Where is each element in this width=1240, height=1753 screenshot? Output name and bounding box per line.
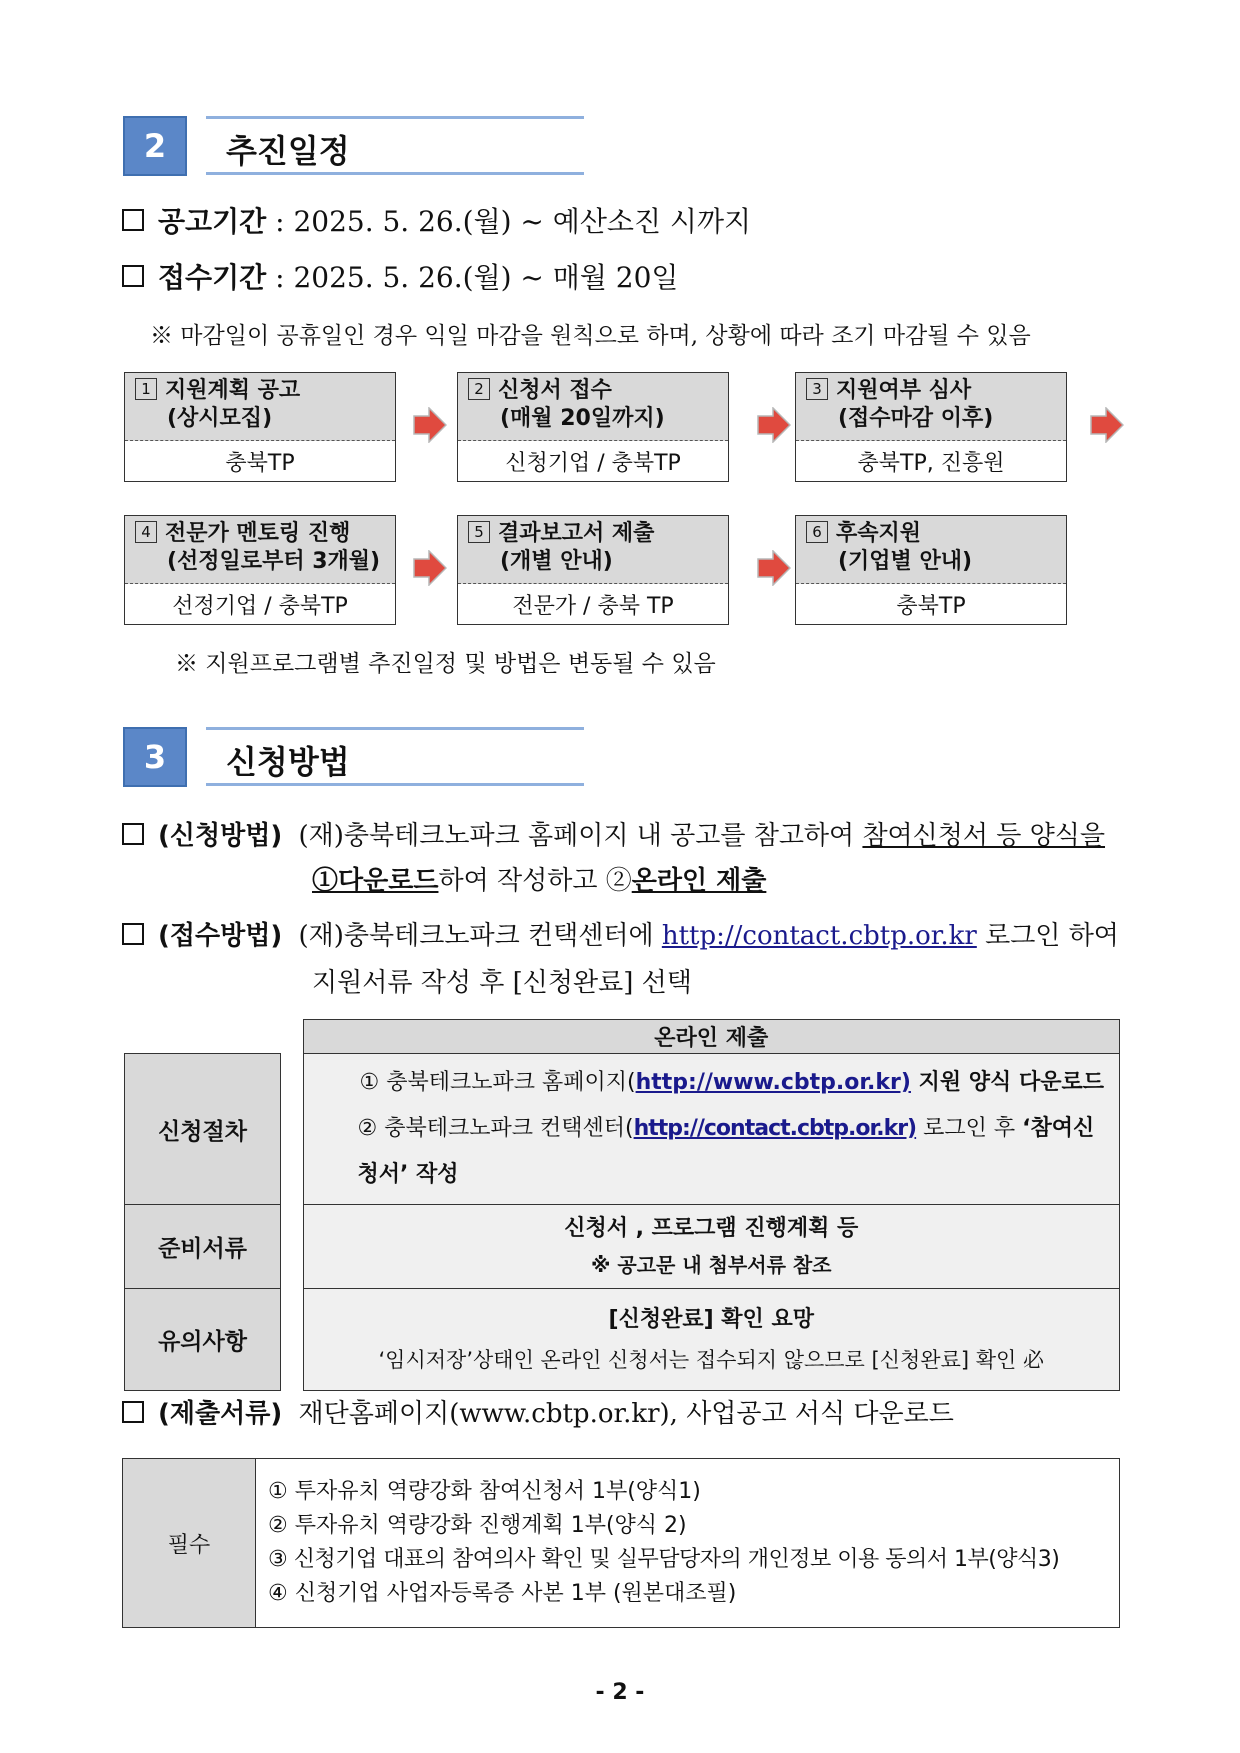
section-divider <box>206 116 584 119</box>
required-docs-table <box>122 1458 1120 1628</box>
docs-label: (제출서류) <box>158 1399 283 1429</box>
apply-text: (재)충북테크노파크 홈페이지 내 공고를 참고하여 <box>298 821 863 851</box>
item-sep: : <box>266 261 294 294</box>
doc-item: ④ 신청기업 사업자등록증 사본 1부 (원본대조필) <box>268 1581 737 1606</box>
schedule-item <box>122 256 678 296</box>
homepage-link[interactable]: http://www.cbtp.or.kr) <box>635 1070 911 1095</box>
schedule-item <box>122 200 751 240</box>
doc-item: ③ 신청기업 대표의 참여의사 확인 및 실무담당자의 개인정보 이용 동의서 1부(양식3) <box>268 1547 1060 1572</box>
step-number: 2 <box>468 378 490 400</box>
step-title: 신청서 접수 <box>498 378 612 403</box>
procedure-cell <box>303 1054 1120 1205</box>
cell-line: 신청서 , 프로그램 진행계획 등 <box>564 1215 859 1241</box>
section-divider <box>206 172 584 175</box>
step-sub: (상시모집) <box>167 406 273 431</box>
step-sub: (기업별 안내) <box>838 549 973 574</box>
step-title: 후속지원 <box>836 521 922 546</box>
process-step <box>795 515 1067 625</box>
section-title: 추진일정 <box>226 132 350 170</box>
notice-cell <box>303 1289 1120 1391</box>
note: ※ 마감일이 공휴일인 경우 익일 마감을 원칙으로 하며, 상황에 따라 조기 마감될 수 있음 <box>150 323 1031 349</box>
step-actor: 전문가 / 충북 TP <box>512 593 674 619</box>
process-step <box>124 515 396 625</box>
category-cell: 필수 <box>123 1459 256 1628</box>
apply-text-underlined: 참여신청서 등 양식을 <box>862 821 1106 851</box>
receive-label: (접수방법) <box>158 921 283 951</box>
receive-text: (재)충북테크노파크 컨택센터에 <box>298 921 662 951</box>
step-title: 전문가 멘토링 진행 <box>165 521 351 546</box>
step-number: 6 <box>806 521 828 543</box>
step-title: 지원여부 심사 <box>836 378 972 403</box>
row-label: 준비서류 <box>125 1205 281 1289</box>
step-actor: 선정기업 / 충북TP <box>172 593 348 619</box>
apply-method-line2 <box>312 860 766 897</box>
process-step <box>124 372 396 482</box>
cell-line: [신청완료] 확인 요망 <box>608 1306 814 1332</box>
cell-line: ※ 공고문 내 첨부서류 참조 <box>591 1252 832 1277</box>
step-sub: (매월 20일까지) <box>500 406 665 431</box>
step-text: ② 충북테크노파크 컨택센터( <box>357 1116 634 1141</box>
doc-item: ② 투자유치 역량강화 진행계획 1부(양식 2) <box>268 1513 687 1538</box>
blank-cell <box>125 1020 281 1054</box>
apply-text: 하여 작성하고 <box>438 866 606 896</box>
item-value: 2025. 5. 26.(월) ~ 예산소진 시까지 <box>293 205 752 238</box>
arrow-right-icon <box>413 550 447 586</box>
apply-label: (신청방법) <box>158 821 283 851</box>
step-text: 로그인 후 <box>916 1116 1023 1141</box>
step-actor: 충북TP <box>225 450 295 476</box>
apply-method <box>122 815 1105 852</box>
blank-cell <box>281 1054 304 1205</box>
page-number: - 2 - <box>595 1680 645 1705</box>
process-step <box>457 372 729 482</box>
procedure-table <box>124 1019 1120 1391</box>
step-title: 지원계획 공고 <box>165 378 301 403</box>
receive-method <box>122 915 1119 952</box>
note: ※ 지원프로그램별 추진일정 및 방법은 변동될 수 있음 <box>175 651 716 677</box>
arrow-right-icon <box>413 407 447 443</box>
process-step <box>457 515 729 625</box>
row-label: 신청절차 <box>125 1054 281 1205</box>
section-divider <box>206 783 584 786</box>
docs-text: 재단홈페이지(www.cbtp.or.kr), 사업공고 서식 다운로드 <box>298 1399 954 1429</box>
step-sub: (접수마감 이후) <box>838 406 994 431</box>
online-submit-text: 온라인 제출 <box>631 866 767 896</box>
step-number: 4 <box>135 521 157 543</box>
step-text: ① 충북테크노파크 홈페이지( <box>359 1070 636 1095</box>
step-actor: 충북TP <box>896 593 966 619</box>
step-number: 5 <box>468 521 490 543</box>
checkbox-bullet-icon <box>122 923 144 945</box>
arrow-right-icon <box>1090 407 1124 443</box>
row-label: 유의사항 <box>125 1289 281 1391</box>
receive-text: 지원서류 작성 후 [신청완료] 선택 <box>312 968 692 998</box>
docs-list-cell <box>256 1459 1120 1628</box>
item-label: 공고기간 <box>158 205 267 238</box>
blank-cell <box>281 1020 304 1054</box>
apply-text: ② <box>605 866 632 896</box>
contact-center-link[interactable]: http://contact.cbtp.or.kr <box>661 921 977 951</box>
section-number-badge: 3 <box>123 727 187 787</box>
cell-line: ‘임시저장’상태인 온라인 신청서는 접수되지 않으므로 [신청완료] 확인 必 <box>378 1347 1044 1372</box>
process-step <box>795 372 1067 482</box>
blank-cell <box>281 1205 304 1289</box>
blank-cell <box>281 1289 304 1391</box>
arrow-right-icon <box>757 550 791 586</box>
step-title: 결과보고서 제출 <box>498 521 655 546</box>
step-actor: 신청기업 / 충북TP <box>505 450 681 476</box>
step-actor: 충북TP, 진흥원 <box>857 450 1005 476</box>
step-number: 3 <box>806 378 828 400</box>
contact-center-link[interactable]: http://contact.cbtp.or.kr) <box>633 1116 917 1141</box>
checkbox-bullet-icon <box>122 823 144 845</box>
checkbox-bullet-icon <box>122 265 144 287</box>
doc-item: ① 투자유치 역량강화 참여신청서 1부(양식1) <box>268 1479 701 1504</box>
step-text-bold: 지원 양식 다운로드 <box>910 1070 1104 1095</box>
step-text-bold: ‘참여신청서’ 작성 <box>357 1116 1095 1187</box>
step-number: 1 <box>135 378 157 400</box>
documents-cell <box>303 1205 1120 1289</box>
item-label: 접수기간 <box>158 261 267 294</box>
checkbox-bullet-icon <box>122 1401 144 1423</box>
download-text: ①다운로드 <box>312 866 439 896</box>
step-sub: (개별 안내) <box>500 549 613 574</box>
receive-text: 로그인 하여 <box>976 921 1119 951</box>
section-number-badge: 2 <box>123 116 187 176</box>
submit-docs <box>122 1393 954 1430</box>
item-sep: : <box>266 205 294 238</box>
arrow-right-icon <box>757 407 791 443</box>
step-sub: (선정일로부터 3개월) <box>167 549 381 574</box>
item-value: 2025. 5. 26.(월) ~ 매월 20일 <box>293 261 679 294</box>
section-title: 신청방법 <box>226 743 350 781</box>
checkbox-bullet-icon <box>122 209 144 231</box>
section-divider <box>206 727 584 730</box>
table-header: 온라인 제출 <box>303 1020 1120 1054</box>
